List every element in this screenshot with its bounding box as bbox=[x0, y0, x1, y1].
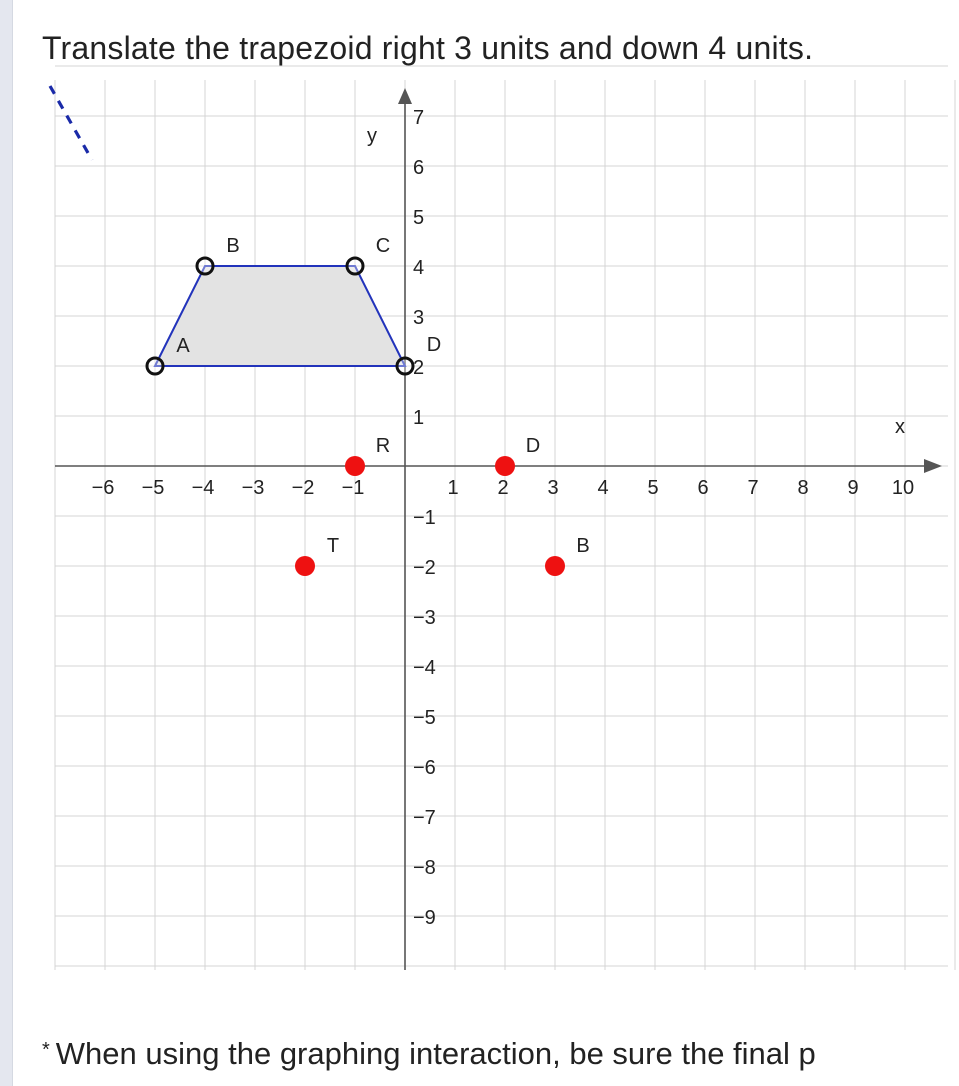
x-tick-label: 7 bbox=[747, 477, 759, 499]
y-tick-labels bbox=[413, 107, 436, 929]
x-tick-label: 4 bbox=[597, 477, 609, 499]
x-tick-label: 5 bbox=[647, 477, 659, 499]
placed-point-r[interactable] bbox=[345, 456, 365, 476]
y-tick-label: −4 bbox=[413, 657, 436, 679]
x-tick-label: 1 bbox=[447, 477, 459, 499]
y-tick-label: −6 bbox=[413, 757, 436, 779]
vertex-handle-c[interactable] bbox=[347, 258, 363, 274]
y-tick-label: 5 bbox=[413, 207, 425, 229]
placed-point-label-t: T bbox=[326, 535, 340, 557]
vertex-label-d: D bbox=[426, 334, 442, 356]
y-tick-label: −8 bbox=[413, 857, 436, 879]
placed-point-label-r: R bbox=[375, 435, 391, 457]
vertex-label-a: A bbox=[176, 335, 190, 357]
y-tick-label: 7 bbox=[413, 107, 425, 129]
placed-point-label-d: D bbox=[525, 435, 541, 457]
placed-point-d[interactable] bbox=[495, 456, 515, 476]
placed-point-b[interactable] bbox=[545, 556, 565, 576]
y-tick-label: 1 bbox=[413, 407, 425, 429]
vertex-label-b: B bbox=[226, 235, 240, 257]
vertex-label-c: C bbox=[375, 235, 391, 257]
x-tick-label: 8 bbox=[797, 477, 809, 499]
y-tick-label: −1 bbox=[413, 507, 436, 529]
axes bbox=[55, 88, 942, 970]
y-tick-label: −5 bbox=[413, 707, 436, 729]
x-tick-label: 3 bbox=[547, 477, 559, 499]
x-tick-label: 2 bbox=[497, 477, 509, 499]
trapezoid[interactable] bbox=[147, 235, 441, 374]
x-tick-label: −2 bbox=[291, 477, 315, 499]
vertex-handle-a[interactable] bbox=[147, 358, 163, 374]
x-axis-arrow bbox=[924, 459, 942, 473]
y-tick-label: 3 bbox=[413, 307, 425, 329]
trapezoid-shape bbox=[155, 266, 405, 366]
placed-point-t[interactable] bbox=[295, 556, 315, 576]
y-tick-label: 4 bbox=[413, 257, 425, 279]
dashed-line-fragment bbox=[50, 86, 92, 160]
vertex-handle-d[interactable] bbox=[397, 358, 413, 374]
y-tick-label: 6 bbox=[413, 157, 425, 179]
x-tick-label: 10 bbox=[891, 477, 915, 499]
y-tick-label: −9 bbox=[413, 907, 436, 929]
placed-points bbox=[295, 435, 590, 576]
placed-point-label-b: B bbox=[576, 535, 590, 557]
y-tick-label: −7 bbox=[413, 807, 436, 829]
x-tick-label: 6 bbox=[697, 477, 709, 499]
x-tick-label: −4 bbox=[191, 477, 215, 499]
y-axis-label: y bbox=[367, 125, 377, 147]
x-axis-label: x bbox=[895, 416, 905, 438]
x-tick-label: −6 bbox=[91, 477, 115, 499]
x-tick-label: −5 bbox=[141, 477, 165, 499]
y-tick-label: 2 bbox=[413, 357, 425, 379]
y-axis-arrow bbox=[398, 88, 412, 104]
x-tick-labels bbox=[92, 477, 915, 499]
x-tick-label: 9 bbox=[847, 477, 859, 499]
grid-lines bbox=[55, 66, 955, 970]
footnote-marker: * bbox=[42, 1039, 50, 1061]
x-tick-label: −1 bbox=[341, 477, 365, 499]
vertex-handle-b[interactable] bbox=[197, 258, 213, 274]
question-prompt: Translate the trapezoid right 3 units and down 4 units. bbox=[42, 30, 814, 66]
graphing-note bbox=[42, 1036, 816, 1072]
y-tick-label: −3 bbox=[413, 607, 436, 629]
footnote-text: When using the graphing interaction, be sure the final p bbox=[55, 1036, 816, 1071]
x-tick-label: −3 bbox=[241, 477, 265, 499]
y-tick-label: −2 bbox=[413, 557, 436, 579]
